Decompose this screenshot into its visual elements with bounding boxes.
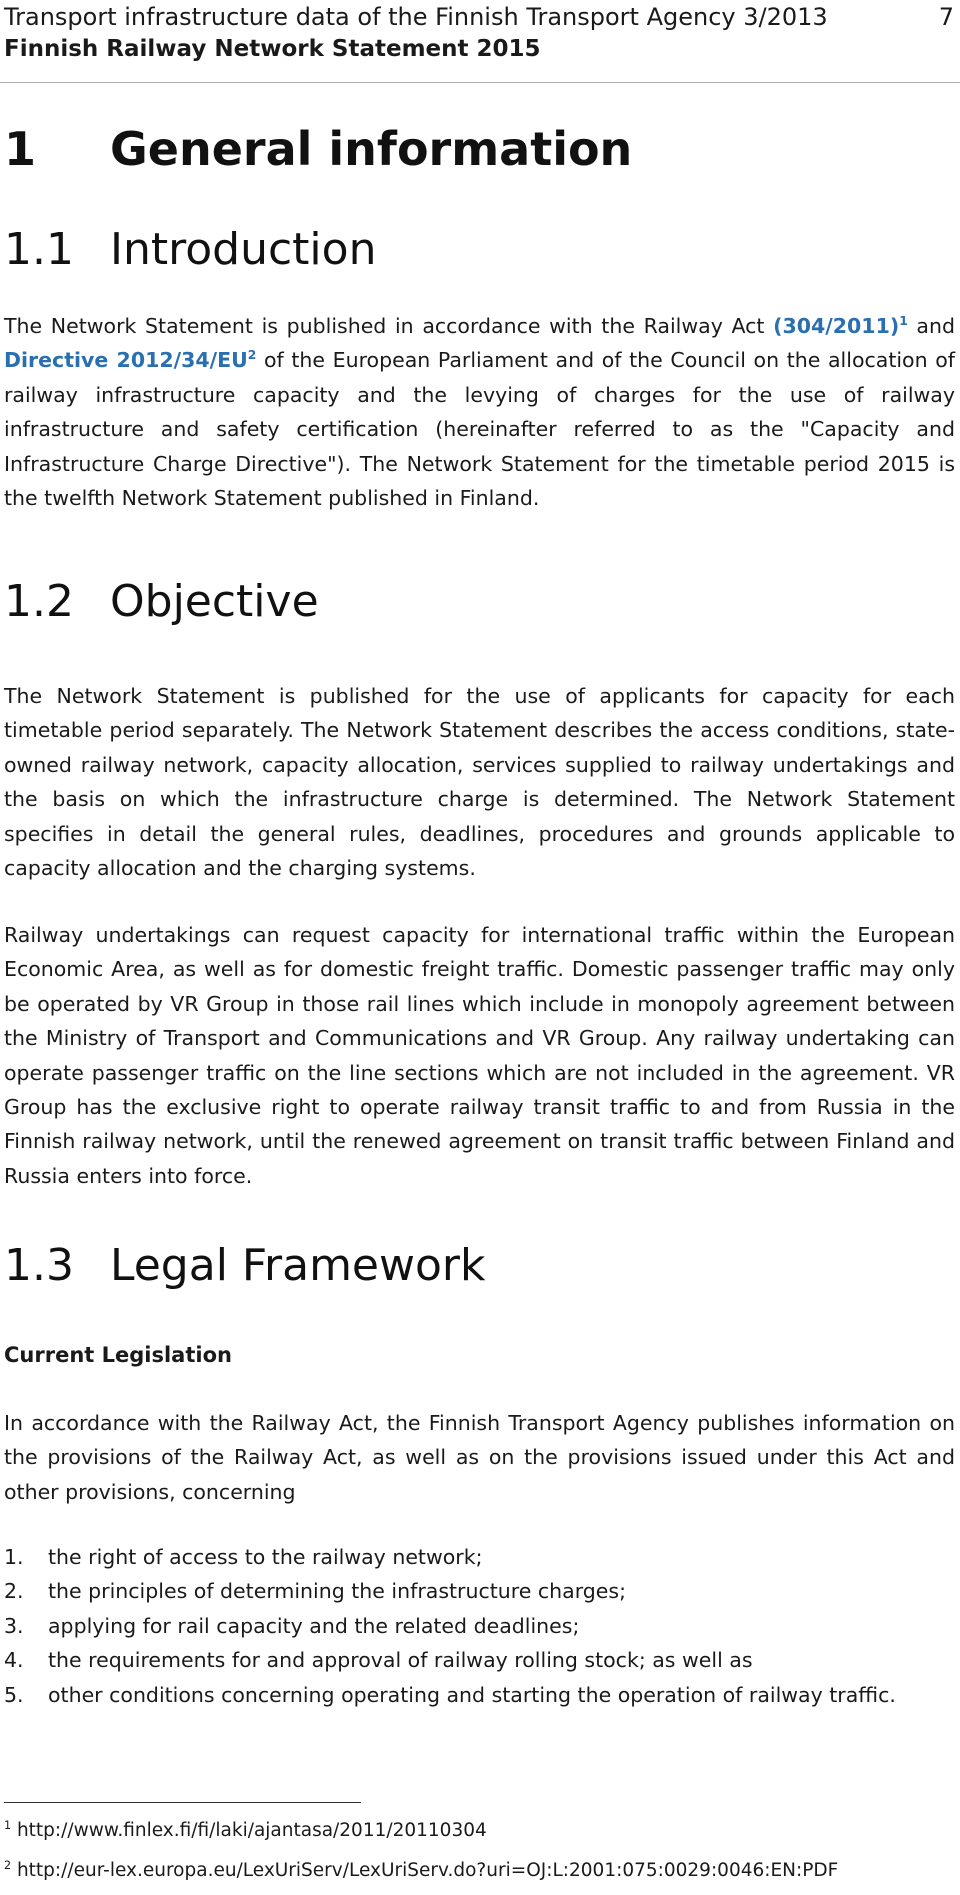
introduction-paragraph — [4, 309, 955, 515]
railway-act-link[interactable]: (304/2011) — [773, 314, 900, 338]
list-item-number: 3. — [4, 1613, 24, 1638]
footnote-2 — [4, 1858, 838, 1884]
legal-framework-paragraph: In accordance with the Railway Act, the Finnish Transport Agency publishes information on the provisions of the Railway Act, as well as on the provisions issued under this Act and other provisions, concerning — [4, 1411, 955, 1504]
list-item — [4, 1609, 955, 1643]
footnote-url-link[interactable]: http://www.finlex.fi/fi/laki/ajantasa/2011/20110304 — [16, 1820, 487, 1841]
paragraph-text: of the European Parliament and of the Council on the allocation of railway infrastructure capacity and the levying of charges for the use of railway infrastructure and safety certification (hereinafter referred to as the "Capacity and Infrastructure Charge Directive"). The Network Statement for the timetable period 2015 is the twelfth Network Statement published in Finland. — [4, 348, 955, 511]
footnote-url-link[interactable]: http://eur-lex.europa.eu/LexUriServ/LexUriServ.do?uri=OJ:L:2001:075:0029:0046:EN:PDF — [16, 1860, 839, 1881]
header-divider — [0, 82, 960, 83]
section-number: 1.2 — [4, 576, 74, 627]
paragraph-text: and — [907, 314, 955, 338]
running-header — [4, 2, 954, 32]
chapter-number: 1 — [4, 122, 37, 176]
list-item-text: applying for rail capacity and the related deadlines; — [48, 1613, 580, 1638]
list-item-number: 4. — [4, 1648, 24, 1673]
list-item-number: 1. — [4, 1545, 24, 1569]
directive-link[interactable]: Directive 2012/34/EU — [4, 348, 248, 373]
list-item-text: the requirements for and approval of railway rolling stock; as well as — [48, 1648, 753, 1673]
list-item — [4, 1540, 955, 1574]
footnote-1 — [4, 1818, 487, 1844]
provisions-list — [4, 1540, 955, 1712]
footnote-mark: 1 — [4, 1818, 12, 1832]
list-item — [4, 1643, 955, 1677]
document-title: Finnish Railway Network Statement 2015 — [4, 36, 541, 62]
paragraph-text: The Network Statement is published in accordance with the Railway Act — [4, 314, 774, 338]
footnote-ref-2[interactable]: 2 — [247, 348, 257, 363]
page-number: 7 — [938, 3, 954, 31]
chapter-title: General information — [110, 122, 633, 176]
list-item-text: the principles of determining the infrastructure charges; — [48, 1579, 626, 1604]
list-item-number: 5. — [4, 1682, 24, 1707]
chapter-heading — [4, 120, 632, 178]
section-heading-objective — [4, 574, 319, 630]
footnote-divider — [4, 1802, 361, 1803]
list-item — [4, 1574, 955, 1608]
section-title: Legal Framework — [110, 1240, 486, 1291]
footnote-ref-1[interactable]: 1 — [899, 314, 908, 329]
section-heading-legal-framework — [4, 1238, 485, 1294]
section-title: Objective — [110, 576, 319, 627]
section-heading-introduction — [4, 222, 376, 278]
list-item-text: the right of access to the railway network; — [48, 1545, 483, 1569]
objective-paragraph-1: The Network Statement is published for the use of applicants for capacity for each timetable period separately. The Network Statement describes the access conditions, state-owned railway network, capacity allocation, services supplied to railway undertakings and the basis on which the infrastructure charge is determined. The Network Statement specifies in detail the general rules, deadlines, procedures and grounds applicable to capacity allocation and the charging systems. — [4, 684, 955, 881]
list-item — [4, 1678, 955, 1712]
publication-title: Transport infrastructure data of the Finnish Transport Agency 3/2013 — [4, 3, 828, 31]
section-number: 1.1 — [4, 224, 74, 275]
objective-paragraph-2: Railway undertakings can request capacity for international traffic within the European Economic Area, as well as for domestic freight traffic. Domestic passenger traffic may only be operated by VR Group in those rail lines which include in monopoly agreement between the Ministry of Transport and Communications and VR Group. Any railway undertaking can operate passenger traffic on the line sections which are not included in the agreement. VR Group has the exclusive right to operate railway transit traffic to and from Russia in the Finnish railway network, until the renewed agreement on transit traffic between Finland and Russia enters into force. — [4, 923, 955, 1188]
list-item-number: 2. — [4, 1579, 24, 1604]
list-item-text: other conditions concerning operating and starting the operation of railway traffic. — [48, 1682, 896, 1707]
footnote-mark: 2 — [4, 1858, 12, 1872]
subheading-current-legislation: Current Legislation — [4, 1343, 232, 1367]
section-title: Introduction — [110, 224, 377, 275]
section-number: 1.3 — [4, 1240, 74, 1291]
